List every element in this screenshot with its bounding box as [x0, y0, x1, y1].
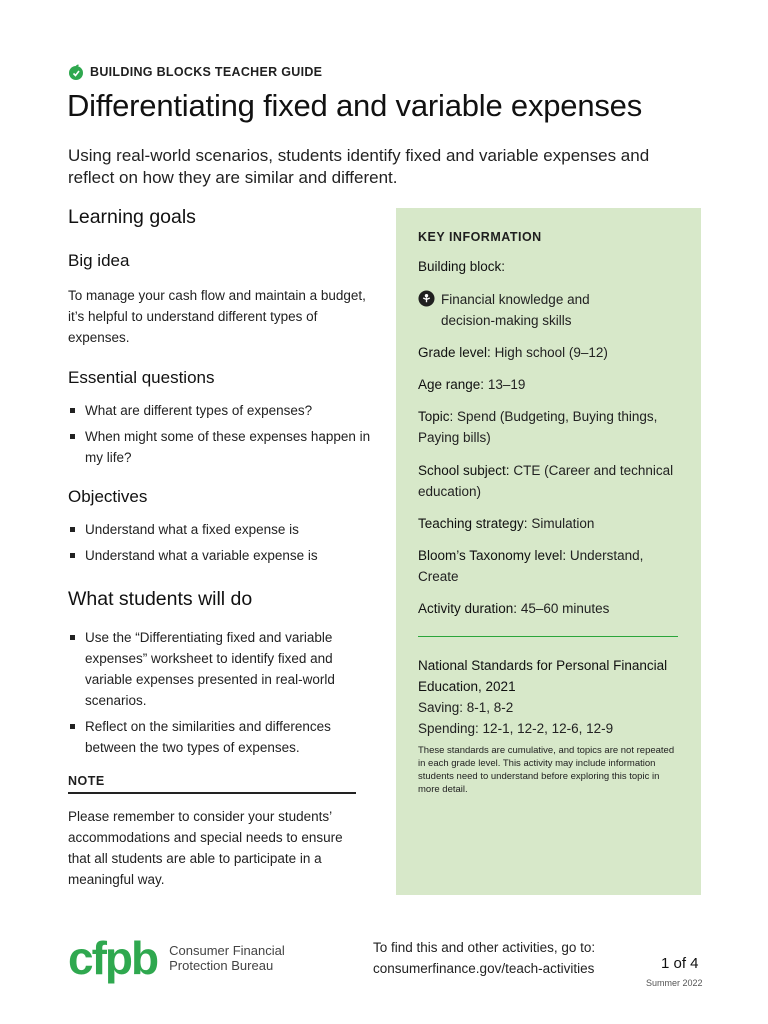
divider — [418, 636, 678, 637]
list-item: Understand what a fixed expense is — [68, 519, 374, 540]
essential-questions-list — [68, 400, 374, 468]
essential-questions-heading: Essential questions — [68, 368, 215, 387]
grade-level-label: Grade level: — [418, 345, 491, 360]
building-block-value: Financial knowledge and decision-making skills — [441, 292, 590, 328]
org-name-line2: Protection Bureau — [169, 958, 274, 973]
find-activities-text: To find this and other activities, go to: — [373, 940, 596, 955]
school-subject-label: School subject: — [418, 463, 510, 478]
eyebrow — [68, 64, 322, 80]
page-title: Differentiating fixed and variable expenses — [67, 88, 643, 123]
key-information-heading: KEY INFORMATION — [418, 230, 542, 244]
objectives-list — [68, 519, 374, 566]
teaching-strategy — [418, 513, 680, 534]
org-name-line1: Consumer Financial — [169, 943, 285, 958]
topic-value: Spend (Budgeting, Buying things, Paying bills) — [418, 409, 658, 445]
page-subtitle: Using real-world scenarios, students identify fixed and variable expenses and reflect on how they are similar and different. — [68, 146, 650, 187]
key-information-panel — [396, 208, 701, 895]
cfpb-logo — [68, 932, 285, 984]
bloom-level — [418, 545, 680, 587]
activity-duration-label: Activity duration: — [418, 601, 518, 616]
standards-saving: Saving: 8-1, 8-2 — [418, 700, 514, 715]
big-idea-heading: Big idea — [68, 251, 130, 270]
list-item: What are different types of expenses? — [68, 400, 374, 421]
age-range-value: 13–19 — [487, 377, 526, 392]
teaching-strategy-label: Teaching strategy: — [418, 516, 528, 531]
find-activities-link[interactable]: consumerfinance.gov/teach-activities — [373, 961, 595, 976]
org-name — [169, 943, 285, 973]
grade-level-value: High school (9–12) — [494, 345, 608, 360]
building-block-row — [418, 289, 680, 331]
left-column — [68, 206, 374, 890]
list-item: Reflect on the similarities and differences between the two types of expenses. — [68, 716, 374, 758]
teaching-strategy-value: Simulation — [531, 516, 595, 531]
grade-level — [418, 342, 680, 363]
learning-goals-heading: Learning goals — [68, 206, 196, 228]
topic — [418, 406, 680, 448]
activity-duration-value: 45–60 minutes — [520, 601, 610, 616]
bloom-level-label: Bloom’s Taxonomy level: — [418, 548, 567, 563]
cfpb-logo-text: cfpb — [68, 932, 158, 984]
knowledge-icon — [418, 290, 435, 307]
students-list — [68, 627, 374, 758]
bloom-level-value: Understand, Create — [418, 548, 644, 584]
big-idea-text: To manage your cash flow and maintain a budget, it’s helpful to understand different types of expenses. — [68, 288, 366, 345]
list-item: Understand what a variable expense is — [68, 545, 374, 566]
building-block-label: Building block: — [418, 259, 506, 274]
page-number: 1 of 4 — [661, 955, 699, 972]
list-item: Use the “Differentiating fixed and variable expenses” worksheet to identify fixed and variable expenses presented in real-world scenarios. — [68, 627, 374, 711]
publication-date: Summer 2022 — [646, 978, 703, 988]
standards-heading: National Standards for Personal Financial Education, 2021 — [418, 658, 668, 694]
age-range — [418, 374, 680, 395]
school-subject-value: CTE (Career and technical education) — [418, 463, 674, 499]
find-activities — [373, 937, 595, 979]
topic-label: Topic: — [418, 409, 454, 424]
note-text: Please remember to consider your students’ accommodations and special needs to ensure that all students are able to participate in a meaningful way. — [68, 809, 343, 887]
students-heading: What students will do — [68, 588, 253, 610]
apple-icon — [68, 64, 84, 80]
list-item: When might some of these expenses happen in my life? — [68, 426, 374, 468]
standards-note: These standards are cumulative, and topics are not repeated in each grade level. This activity may include information students need to understand before exploring this topic in more detail. — [418, 745, 675, 795]
objectives-heading: Objectives — [68, 487, 148, 506]
standards-spending: Spending: 12-1, 12-2, 12-6, 12-9 — [418, 721, 614, 736]
activity-duration — [418, 598, 680, 619]
school-subject — [418, 460, 680, 502]
age-range-label: Age range: — [418, 377, 485, 392]
note-heading: NOTE — [68, 774, 356, 794]
eyebrow-text: BUILDING BLOCKS TEACHER GUIDE — [90, 65, 323, 79]
